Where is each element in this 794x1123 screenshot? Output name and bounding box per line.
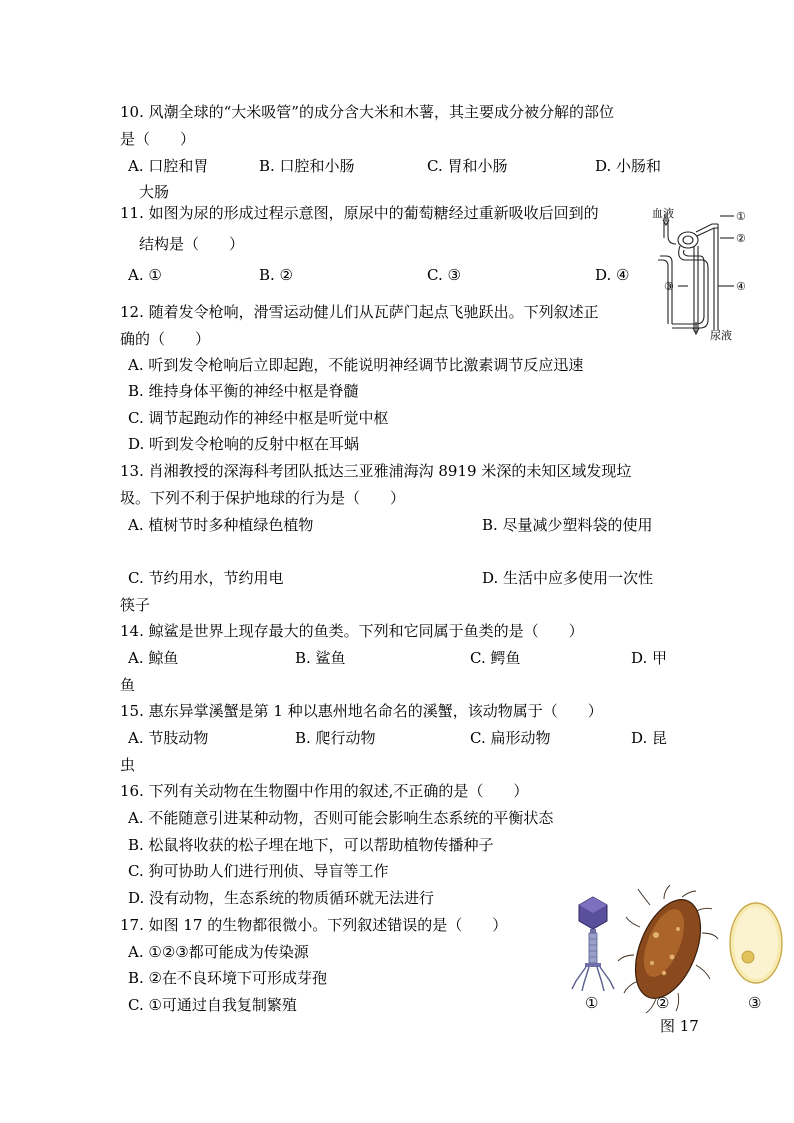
q13-option-a: A. 植树节时多种植绿色植物 [128,516,314,534]
q11-stem-line2: 结构是（ ） [139,235,245,253]
nephron-marker-3: ③ [664,280,674,293]
q16-option-b: B. 松鼠将收获的松子埋在地下，可以帮助植物传播种子 [128,836,494,854]
q17-option-c: C. ①可通过自我复制繁殖 [128,996,297,1014]
q16-option-d: D. 没有动物，生态系统的物质循环就无法进行 [128,889,435,907]
q13-option-d: D. 生活中应多使用一次性 [482,569,654,587]
q15-option-d-cont: 虫 [120,756,136,774]
q10-option-c: C. 胃和小肠 [427,157,508,175]
q12-stem-line1: 12. 随着发令枪响，滑雪运动健儿们从瓦萨门起点飞驰跃出。下列叙述正 [120,303,599,321]
nephron-figure [650,202,780,342]
q15-option-b: B. 爬行动物 [295,729,376,747]
q10-option-d-cont: 大肠 [139,183,170,201]
q15-option-d: D. 昆 [631,729,668,747]
q14-option-d-cont: 鱼 [120,676,136,694]
q12-option-a: A. 听到发令枪响后立即起跑，不能说明神经调节比激素调节反应迅速 [128,356,584,374]
q17-option-b: B. ②在不良环境下可形成芽孢 [128,969,328,987]
q14-option-a: A. 鲸鱼 [128,649,179,667]
q14-option-c: C. 鳄鱼 [470,649,521,667]
q13-option-d-cont: 筷子 [120,596,151,614]
q16-option-a: A. 不能随意引进某种动物，否则可能会影响生态系统的平衡状态 [128,809,554,827]
nephron-marker-1: ① [736,210,746,223]
q17-stem: 17. 如图 17 的生物都很微小。下列叙述错误的是（ ） [120,916,508,934]
q15-stem: 15. 惠东异掌溪蟹是第 1 种以惠州地名命名的溪蟹，该动物属于（ ） [120,702,603,720]
q17-option-a: A. ①②③都可能成为传染源 [128,943,309,961]
nephron-marker-4: ④ [736,280,746,293]
q10-stem-line2: 是（ ） [120,130,196,148]
bacteriophage-illustration [572,897,614,991]
q11-stem-line1: 11. 如图为尿的形成过程示意图，原尿中的葡萄糖经过重新吸收后回到的 [120,204,599,222]
q10-stem-line1: 10. 风潮全球的“大米吸管”的成分含大米和木薯，其主要成分被分解的部位 [120,103,614,121]
q12-option-b: B. 维持身体平衡的神经中枢是脊髓 [128,382,359,400]
q14-stem: 14. 鲸鲨是世界上现存最大的鱼类。下列和它同属于鱼类的是（ ） [120,622,584,640]
q13-option-b: B. 尽量减少塑料袋的使用 [482,516,653,534]
q10-option-a: A. 口腔和胃 [128,157,209,175]
q14-option-d: D. 甲 [631,649,668,667]
q11-option-b: B. ② [259,266,294,284]
yeast-cell-illustration [730,903,782,983]
q16-stem: 16. 下列有关动物在生物圈中作用的叙述,不正确的是（ ） [120,782,529,800]
nephron-label-urine: 尿液 [710,329,732,342]
q13-stem-line1: 13. 肖湘教授的深海科考团队抵达三亚雅浦海沟 8919 米深的未知区域发现垃 [120,462,632,480]
q11-option-d: D. ④ [595,266,630,284]
nephron-marker-2: ② [736,232,746,245]
q16-option-c: C. 狗可协助人们进行刑侦、导盲等工作 [128,862,389,880]
microbe-marker-3: ③ [748,994,762,1012]
q10-option-d: D. 小肠和 [595,157,662,175]
microbe-marker-1: ① [585,994,599,1012]
q13-stem-line2: 圾。下列不利于保护地球的行为是（ ） [120,489,406,507]
q12-stem-line2: 确的（ ） [120,330,211,348]
microbe-figure [560,885,790,1040]
q11-option-c: C. ③ [427,266,461,284]
q14-option-b: B. 鲨鱼 [295,649,346,667]
nephron-label-blood: 血液 [652,207,674,220]
q12-option-d: D. 听到发令枪响的反射中枢在耳蜗 [128,435,360,453]
q15-option-a: A. 节肢动物 [128,729,209,747]
q11-option-a: A. ① [128,266,162,284]
q13-option-c: C. 节约用水，节约用电 [128,569,284,587]
q12-option-c: C. 调节起跑动作的神经中枢是听觉中枢 [128,409,389,427]
microbe-marker-2: ② [656,994,670,1012]
figure-17-caption: 图 17 [660,1017,699,1035]
q15-option-c: C. 扁形动物 [470,729,551,747]
q10-option-b: B. 口腔和小肠 [259,157,355,175]
